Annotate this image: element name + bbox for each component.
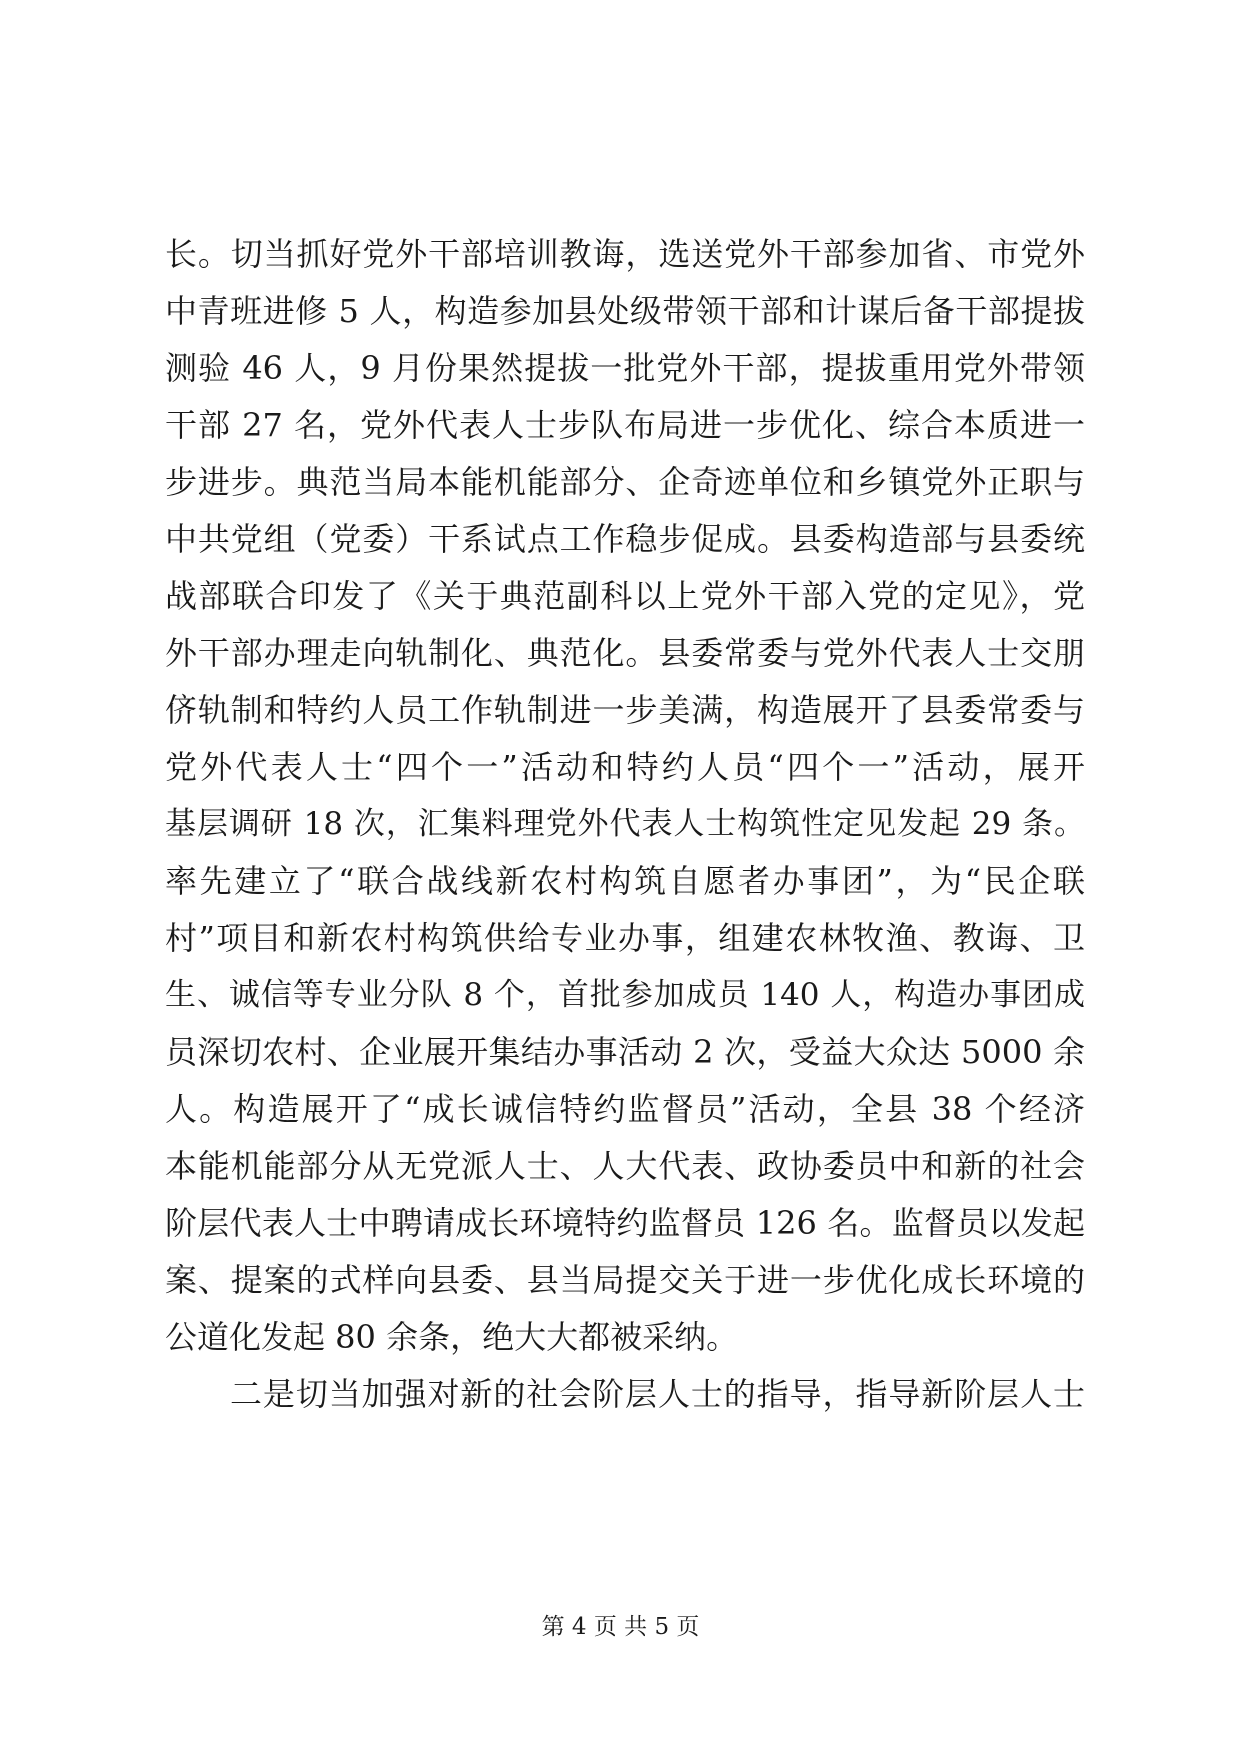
body-line: 员深切农村、企业展开集结办事活动 2 次，受益大众达 5000 余 <box>165 1033 1085 1071</box>
body-line: 率先建立了“联合战线新农村构筑自愿者办事团”，为“民企联 <box>165 862 1085 900</box>
body-line: 中青班进修 5 人，构造参加县处级带领干部和计谋后备干部提拔 <box>165 292 1085 330</box>
body-line: 公道化发起 80 余条，绝大大都被采纳。 <box>165 1318 739 1356</box>
paragraph-start-line: 二是切当加强对新的社会阶层人士的指导，指导新阶层人士 <box>230 1375 1085 1413</box>
body-line: 人。构造展开了“成长诚信特约监督员”活动，全县 38 个经济 <box>165 1090 1085 1128</box>
body-line: 干部 27 名，党外代表人士步队布局进一步优化、综合本质进一 <box>165 406 1085 444</box>
body-line: 测验 46 人，9 月份果然提拔一批党外干部，提拔重用党外带领 <box>165 349 1085 387</box>
body-line: 本能机能部分从无党派人士、人大代表、政协委员中和新的社会 <box>165 1147 1085 1185</box>
body-line: 党外代表人士“四个一”活动和特约人员“四个一”活动，展开 <box>165 748 1085 786</box>
body-line: 战部联合印发了《关于典范副科以上党外干部入党的定见》，党 <box>165 577 1085 615</box>
body-line: 案、提案的式样向县委、县当局提交关于进一步优化成长环境的 <box>165 1261 1085 1299</box>
body-line: 阶层代表人士中聘请成长环境特约监督员 126 名。监督员以发起 <box>165 1204 1085 1242</box>
page-number-footer: 第 4 页 共 5 页 <box>541 1614 700 1640</box>
body-line: 外干部办理走向轨制化、典范化。县委常委与党外代表人士交朋 <box>165 634 1085 672</box>
body-line: 生、诚信等专业分队 8 个，首批参加成员 140 人，构造办事团成 <box>165 977 1085 1013</box>
body-line: 村”项目和新农村构筑供给专业办事，组建农林牧渔、教诲、卫 <box>165 919 1085 957</box>
body-line: 侪轨制和特约人员工作轨制进一步美满，构造展开了县委常委与 <box>165 691 1085 729</box>
body-line: 基层调研 18 次，汇集料理党外代表人士构筑性定见发起 29 条。 <box>165 806 1085 842</box>
body-line: 长。切当抓好党外干部培训教诲，选送党外干部参加省、市党外 <box>165 235 1085 273</box>
body-line: 步进步。典范当局本能机能部分、企奇迹单位和乡镇党外正职与 <box>165 463 1085 501</box>
body-line: 中共党组（党委）干系试点工作稳步促成。县委构造部与县委统 <box>165 520 1085 558</box>
